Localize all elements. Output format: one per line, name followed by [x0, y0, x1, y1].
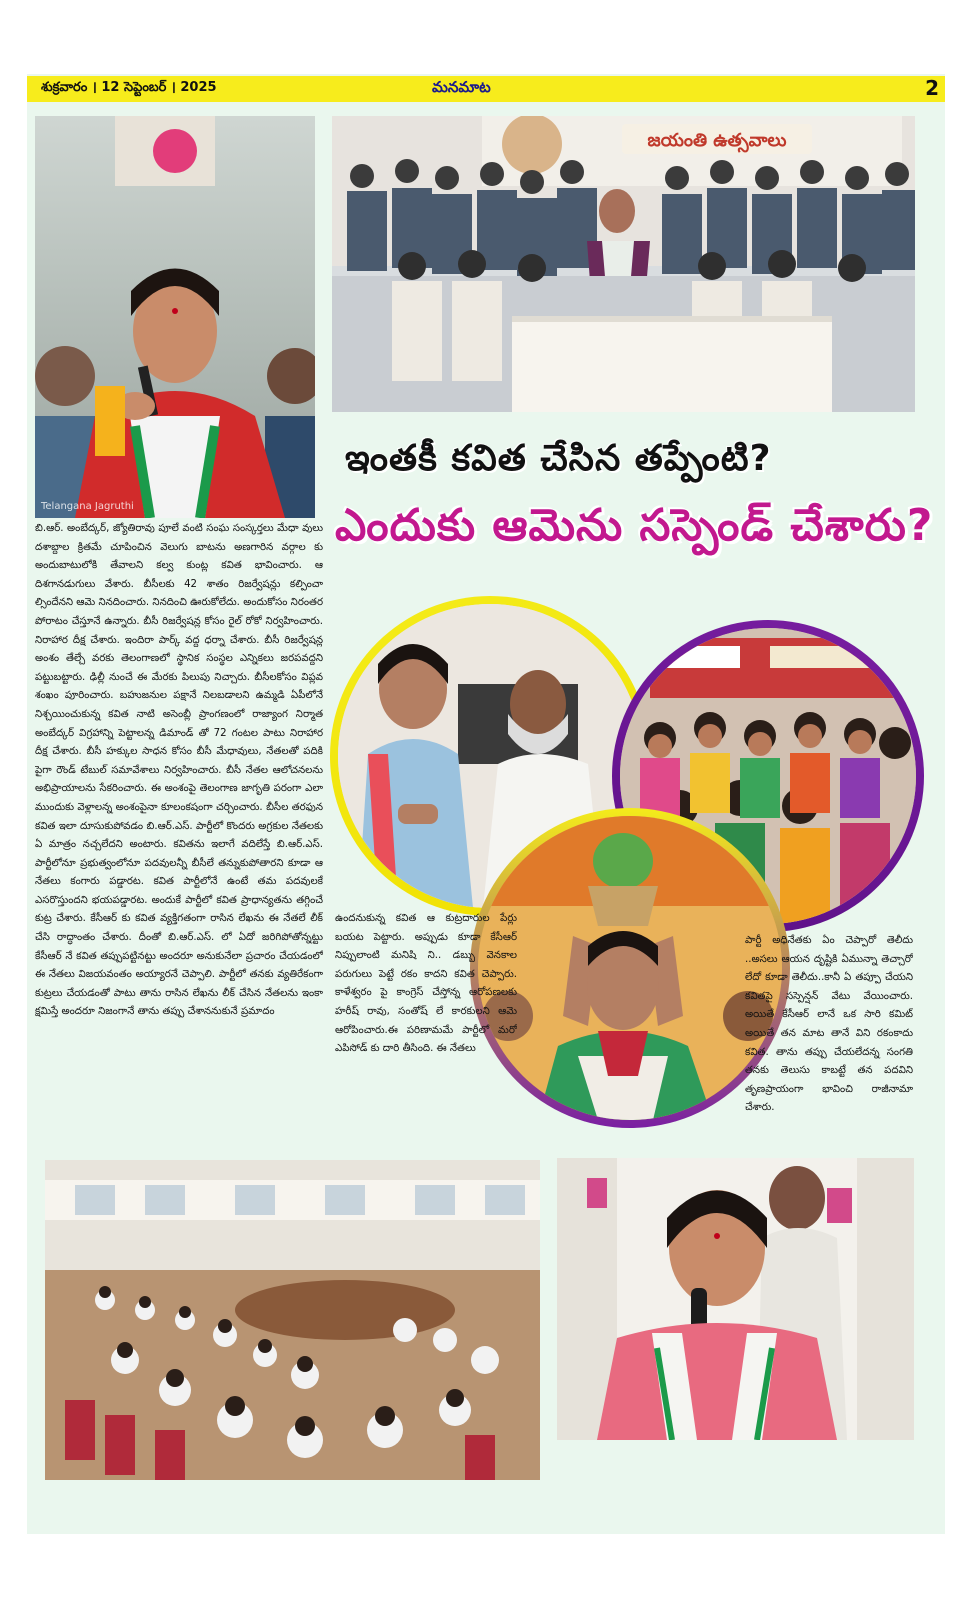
issue-date: శుక్రవారం । 12 సెప్టెంబర్ । 2025: [41, 80, 217, 95]
photo-caption: Telangana Jagruthi: [41, 501, 134, 512]
photo-meeting-hall: [45, 1160, 540, 1480]
article-column-3: పార్టీ అధినేతకు ఏం చెప్పారో తెలీదు ..అసలు ఆయన దృష్టికి ఏమున్నా తెచ్చారో లేదో కూడా తెలీదు..కానీ ఏ తప్పూ చేయని కవితపై సస్పెన్షన్ వేటు వేయించారు. అయితే కేసీఆర్ లానే ఒక సారి కమిట్ అయితే తన మాట తానే విని రకంకాదు కవిత. తాను తప్పు చేయలేదన్న సంగతి తనకు తెలుసు కాబట్టే తన పదవిని తృణప్రాయంగా భావించి రాజీనామా చేశారు.: [745, 935, 913, 1114]
article-column-2: ఉందనుకున్న కవిత ఆ కుట్రదారుల పేర్లు బయట పెట్టారు. అప్పుడు కూడా కేసీఆర్ నిప్పులాంటి మనిషి ని.. డబ్బు వెనకాల పరుగులు పెట్టే రకం కాదని కవిత చెప్పారు. కాళేశ్వరం పై కాంగ్రెస్ చేస్తోన్న ఆరోపణలకు హరీష్ రావు, సంతోష్ లే కారకులని ఆమె ఆరోపించారు.ఈ పరిణామమే పార్టీలో మరో ఎపిసోడ్ కు దారి తీసింది. ఈ నేతలు: [335, 913, 517, 1055]
photo-circle-center: [478, 816, 782, 1120]
photo-speaker-right: [557, 1158, 914, 1440]
banner-text: జయంతి ఉత్సవాలు: [647, 130, 787, 151]
photo-press-meet: [332, 116, 915, 412]
headline-line-1: ఇంతకీ కవిత చేసిన తప్పేంటి?: [345, 438, 772, 479]
newspaper-logo: మనమాట: [432, 78, 491, 96]
speaker-illustration: [35, 116, 315, 518]
press-meet-illustration: [332, 116, 915, 412]
speaker-right-illustration: [557, 1158, 914, 1440]
page-number: 2: [925, 76, 939, 100]
photo-speaker-left: [35, 116, 315, 518]
bathukamma-illustration: [478, 816, 782, 1120]
page-header: [27, 76, 945, 102]
headline-line-2: ఎందుకు ఆమెను సస్పెండ్ చేశారు?: [335, 500, 934, 551]
meeting-hall-illustration: [45, 1160, 540, 1480]
article-column-1: బి.ఆర్. అంబేద్కర్, జ్యోతిరావు పూలే వంటి సంఘ సంస్కర్తలు మేధా వులు దశాబ్దాల క్రితమే చూపించిన వెలుగు బాటను అణగారిన వర్గాల కు అందుబాటులోకి తేవాలని కల్వ కుంట్ల కవిత భావించారు. ఆ దిశగానడుగులు వేశారు. బీసీలకు 42 శాతం రిజర్వేషన్లు కల్పించా ల్సిందేనని ఆమె నినదించారు. నినదించి ఊరుకోలేదు. అందుకోసం నిరంతర పోరాటం చేస్తూనే ఉన్నారు. బీసీ రిజర్వేషన్ల కోసం రైల్ రోకో నిర్వహించారు. నిరాహార దీక్ష చేశారు. ఇందిరా పార్క్ వద్ద ధర్నా చేశారు. బీసీ రిజర్వేషన్ల అంశం తేల్చే వరకు తెలంగాణలో స్థానిక సంస్థల ఎన్నికలు జరపవద్దని పట్టుబట్టారు. ఢిల్లీ నుంచే ఈ మేరకు పిలుపు నిచ్చారు. బీసీలకోసం విప్లవ శంఖం పూరించారు. బహుజనుల పక్షానే నిలబడాలని ఉమ్మడి ఏపీలోనే నిశ్చయించుకున్న కవిత నాటి అసెంబ్లీ ప్రాంగణంలో రాజ్యాంగ నిర్మాత అంబేద్కర్ విగ్రహాన్ని పెట్టాలన్న డిమాండ్ తో 72 గంటల పాటు నిరాహార దీక్ష చేశారు. బీసీ హక్కుల సాధన కోసం బీసీ మేధావులు, నేతలతో పదికి పైగా రౌండ్ టేబుల్ సమావేశాలు నిర్వహించారు. బీసీ నేతల ఆలోచనలను అభిప్రాయాలను సేకరించారు. ఈ అంశంపై తెలంగాణ జాగృతి పరంగా ఎలా ముందుకు వెళ్లాలన్న అంశంపైనా కూలంకషంగా చర్చించారు. బీసీల తరఫున కవిత ఇలా దూసుకుపోవడం బి.ఆర్.ఎస్. పార్టీలో కొందరు అగ్రకుల నేతలకు ఏ మాత్రం నచ్చలేదని అంటారు. కవితను ఇలాగే వదిలేస్తే బి.ఆర్.ఎస్. పార్టీలోనూ ప్రభుత్వంలోనూ పదవులన్నీ బీసీలే తన్నుకుపోతారని కూడా ఆ నేతలు కంగారు పడ్డారట. కవిత పార్టీలోనే ఉంటే తమ పదవులకే ఎసరొస్తుందని భయపడ్డారట. అందుకే పార్టీలో కవిత ప్రాధాన్యతను తగ్గించే కుట్ర చేశారు. కేసీఆర్ కు కవిత వ్యక్తిగతంగా రాసిన లేఖను ఈ నేతలే లీక్ చేసి రాద్ధాంతం చేశారు. దీంతో బి.ఆర్.ఎస్. లో ఏదో జరిగిపోతోన్నట్టు కేసీఆర్ నే కవిత తప్పుపట్టినట్టు అందరూ అనుకునేలా ప్రచారం చేయడంలో ఈ నేతలు విజయవంతం అయ్యారనే చెప్పాలి. పార్టీలో తనకు వ్యతిరేకంగా కుట్రలు చేయడంతో పాటు తాను రాసిన లేఖను లీక్ చేసిన నేతలను ఇంకా క్షమిస్తే అందరూ నిజంగానే తాను తప్పు చేశాననుకునే ప్రమాదం: [35, 523, 323, 1018]
